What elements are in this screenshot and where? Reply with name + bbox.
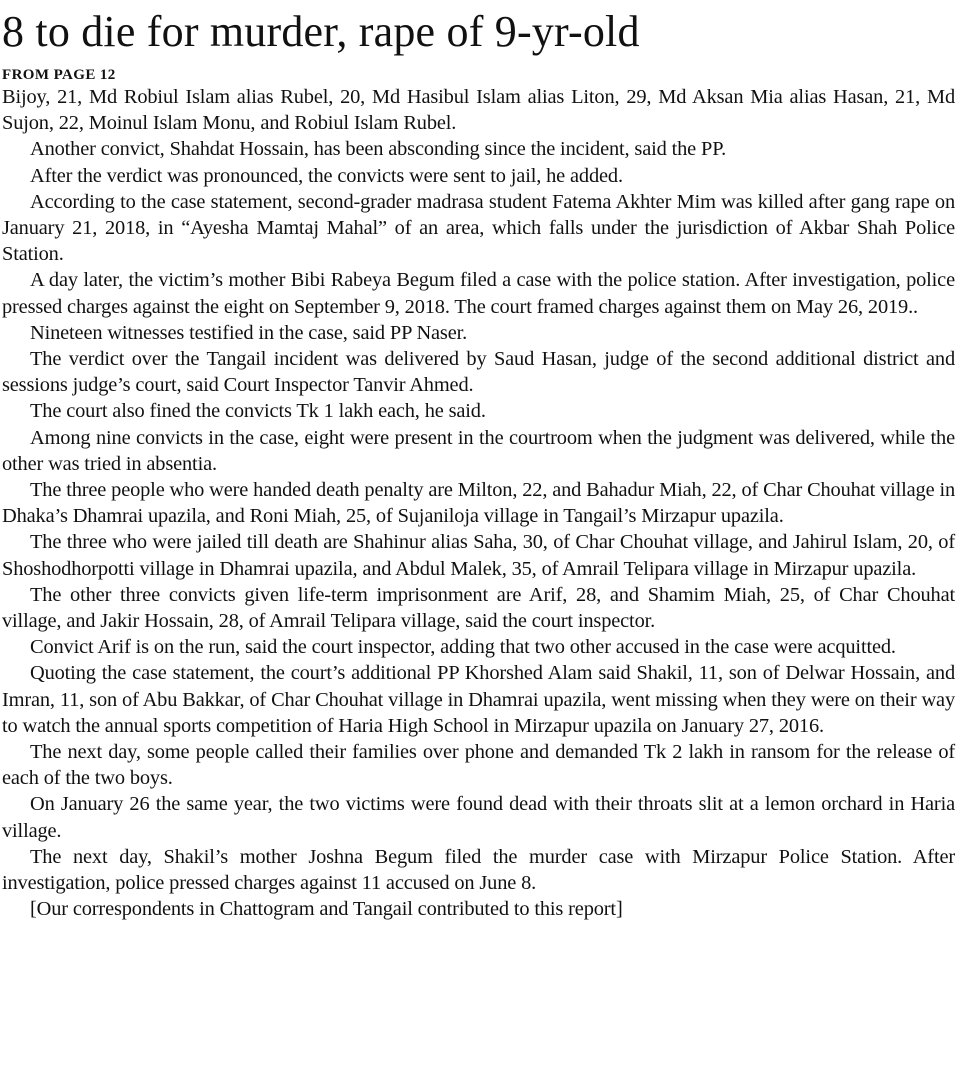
article-paragraph: A day later, the victim’s mother Bibi Rabeya Begum filed a case with the police station. After investigation, police pressed charges against the eight on September 9, 2018. The court framed charges against them on May 26, 2019.. xyxy=(2,269,955,318)
article-paragraph: According to the case statement, second-grader madrasa student Fatema Akhter Mim was killed after gang rape on January 21, 2018, in “Ayesha Mamtaj Mahal” of an area, which falls under the jurisdiction of Akbar Shah Police Station. xyxy=(2,190,955,266)
article-paragraph: Another convict, Shahdat Hossain, has been absconding since the incident, said the PP. xyxy=(30,138,727,161)
article-paragraph: Nineteen witnesses testified in the case, said PP Naser. xyxy=(30,321,468,344)
article-paragraph: Quoting the case statement, the court’s additional PP Khorshed Alam said Shakil, 11, son of Delwar Hossain, and Imran, 11, son of Abu Bakkar, of Char Chouhat village in Dhamrai upazila, went missing when they were on their way to watch the annual sports competition of Haria High School in Mirzapur upazila on January 27, 2016. xyxy=(2,662,955,737)
article-paragraph: Bijoy, 21, Md Robiul Islam alias Rubel, 20, Md Hasibul Islam alias Liton, 29, Md Aksan Mia alias Hasan, 21, Md Sujon, 22, Moinul Islam Monu, and Robiul Islam Rubel. xyxy=(2,86,955,135)
article-paragraph: After the verdict was pronounced, the convicts were sent to jail, he added. xyxy=(30,164,623,187)
article-paragraph: Convict Arif is on the run, said the court inspector, adding that two other accused in the case were acquitted. xyxy=(30,636,896,659)
contributor-credit: [Our correspondents in Chattogram and Tangail contributed to this report] xyxy=(30,898,623,921)
article-paragraph: The other three convicts given life-term imprisonment are Arif, 28, and Shamim Miah, 25, of Char Chouhat village, and Jakir Hossain, 28, of Amrail Telipara village, said the court inspector. xyxy=(2,583,955,633)
article-paragraph: The three who were jailed till death are Shahinur alias Saha, 30, of Char Chouhat village, and Jahirul Islam, 20, of Shoshodhorpotti village in Dhamrai upazila, and Abdul Malek, 35, of Amrail Telipara village in Mirzapur upazila. xyxy=(2,531,955,580)
article-paragraph: The court also fined the convicts Tk 1 lakh each, he said. xyxy=(30,400,486,423)
article-body xyxy=(2,84,957,923)
article-headline: 8 to die for murder, rape of 9-yr-old xyxy=(2,7,640,56)
article-paragraph: Among nine convicts in the case, eight were present in the courtroom when the judgment was delivered, while the other was tried in absentia. xyxy=(2,426,955,475)
article-paragraph: The next day, Shakil’s mother Joshna Begum filed the murder case with Mirzapur Police Station. After investigation, police pressed charges against 11 accused on June 8. xyxy=(2,845,955,895)
article-paragraph: The three people who were handed death penalty are Milton, 22, and Bahadur Miah, 22, of Char Chouhat village in Dhaka’s Dhamrai upazila, and Roni Miah, 25, of Sujaniloja village in Tangail’s Mirzapur upazila. xyxy=(2,479,956,528)
article-paragraph: On January 26 the same year, the two victims were found dead with their throats slit at a lemon orchard in Haria village. xyxy=(2,793,955,842)
continuation-line: FROM PAGE 12 xyxy=(2,67,116,83)
article-paragraph: The next day, some people called their families over phone and demanded Tk 2 lakh in ransom for the release of each of the two boys. xyxy=(2,741,955,790)
article-paragraph: The verdict over the Tangail incident was delivered by Saud Hasan, judge of the second additional district and sessions judge’s court, said Court Inspector Tanvir Ahmed. xyxy=(2,348,955,397)
